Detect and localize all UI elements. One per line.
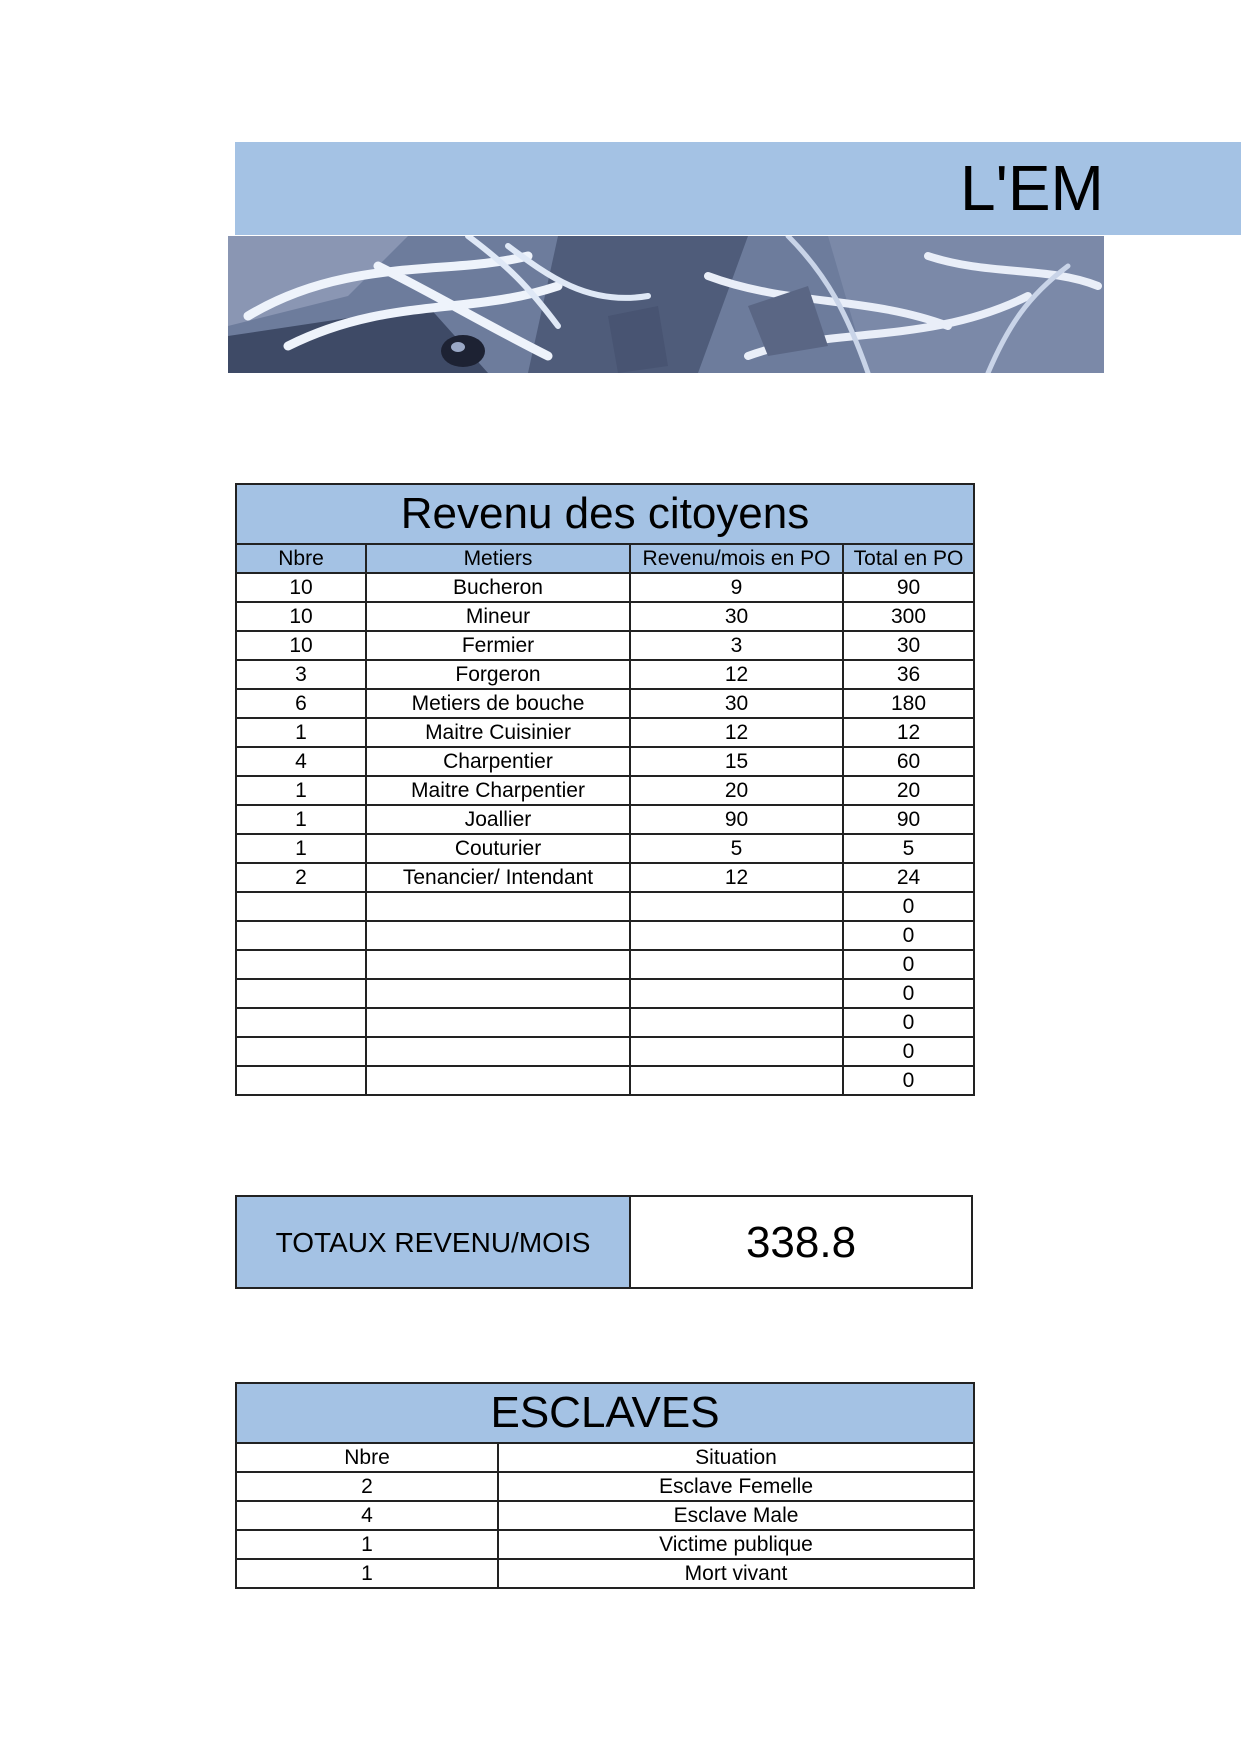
table-row xyxy=(236,1037,974,1066)
table-cell: 1 xyxy=(236,718,366,747)
table-cell: 90 xyxy=(630,805,843,834)
table-cell: 0 xyxy=(843,1037,974,1066)
table-cell: Maitre Cuisinier xyxy=(366,718,630,747)
revenu-table xyxy=(235,483,975,1096)
table-cell xyxy=(630,1008,843,1037)
table-cell: Bucheron xyxy=(366,573,630,602)
table-cell: 300 xyxy=(843,602,974,631)
table-cell xyxy=(366,1008,630,1037)
table-cell: 0 xyxy=(843,979,974,1008)
table-cell: 90 xyxy=(843,805,974,834)
table-cell xyxy=(236,950,366,979)
table-cell: 0 xyxy=(843,1008,974,1037)
esclaves-table-title: ESCLAVES xyxy=(236,1383,974,1443)
table-cell: 2 xyxy=(236,1472,498,1501)
table-cell xyxy=(236,892,366,921)
table-row xyxy=(236,573,974,602)
table-cell: 0 xyxy=(843,921,974,950)
table-row xyxy=(236,1559,974,1588)
revenu-table-header xyxy=(236,544,974,573)
table-row xyxy=(236,1008,974,1037)
table-cell: 10 xyxy=(236,631,366,660)
table-row xyxy=(236,892,974,921)
table-cell: 180 xyxy=(843,689,974,718)
table-cell: 36 xyxy=(843,660,974,689)
page-title: L'EM xyxy=(960,152,1104,224)
table-cell: Victime publique xyxy=(498,1530,974,1559)
table-row xyxy=(236,1501,974,1530)
table-cell: 9 xyxy=(630,573,843,602)
table-cell xyxy=(366,921,630,950)
table-cell xyxy=(236,1008,366,1037)
table-cell xyxy=(630,979,843,1008)
table-cell: 10 xyxy=(236,602,366,631)
table-cell: 3 xyxy=(630,631,843,660)
table-cell xyxy=(630,950,843,979)
table-cell: Fermier xyxy=(366,631,630,660)
table-cell xyxy=(630,921,843,950)
table-row xyxy=(236,747,974,776)
table-row xyxy=(236,834,974,863)
table-cell: 20 xyxy=(630,776,843,805)
table-row xyxy=(236,950,974,979)
table-row xyxy=(236,1066,974,1095)
table-cell: Forgeron xyxy=(366,660,630,689)
table-cell: 90 xyxy=(843,573,974,602)
table-row xyxy=(236,689,974,718)
table-row xyxy=(236,631,974,660)
table-cell: 0 xyxy=(843,1066,974,1095)
table-row xyxy=(236,805,974,834)
table-cell: Esclave Male xyxy=(498,1501,974,1530)
table-cell: 15 xyxy=(630,747,843,776)
table-cell: 12 xyxy=(630,660,843,689)
table-cell xyxy=(366,1066,630,1095)
table-cell: Mort vivant xyxy=(498,1559,974,1588)
table-cell xyxy=(630,892,843,921)
table-cell: Joallier xyxy=(366,805,630,834)
table-row xyxy=(236,921,974,950)
esclaves-table-header xyxy=(236,1443,974,1472)
table-cell: 4 xyxy=(236,747,366,776)
table-cell: 1 xyxy=(236,1559,498,1588)
table-cell: 1 xyxy=(236,805,366,834)
table-cell: 12 xyxy=(843,718,974,747)
table-cell: 12 xyxy=(630,718,843,747)
table-row xyxy=(236,602,974,631)
table-row xyxy=(236,776,974,805)
table-cell xyxy=(630,1037,843,1066)
totals-table xyxy=(235,1195,973,1289)
table-cell: 60 xyxy=(843,747,974,776)
table-cell xyxy=(236,1066,366,1095)
table-cell: 3 xyxy=(236,660,366,689)
table-cell: 0 xyxy=(843,950,974,979)
table-cell: 10 xyxy=(236,573,366,602)
revenu-table-title: Revenu des citoyens xyxy=(236,484,974,544)
table-cell: 1 xyxy=(236,834,366,863)
table-cell xyxy=(236,979,366,1008)
table-cell xyxy=(236,1037,366,1066)
table-cell xyxy=(366,1037,630,1066)
column-header: Total en PO xyxy=(843,544,974,573)
table-cell: 30 xyxy=(843,631,974,660)
table-cell xyxy=(366,892,630,921)
table-cell: 30 xyxy=(630,689,843,718)
table-cell: 1 xyxy=(236,776,366,805)
table-cell: 1 xyxy=(236,1530,498,1559)
table-cell xyxy=(366,950,630,979)
table-cell xyxy=(366,979,630,1008)
table-cell: 4 xyxy=(236,1501,498,1530)
table-cell: 6 xyxy=(236,689,366,718)
table-cell: 24 xyxy=(843,863,974,892)
table-cell: Esclave Femelle xyxy=(498,1472,974,1501)
esclaves-table xyxy=(235,1382,975,1589)
table-cell: 12 xyxy=(630,863,843,892)
table-row xyxy=(236,660,974,689)
table-row xyxy=(236,718,974,747)
table-row xyxy=(236,1530,974,1559)
table-cell: Couturier xyxy=(366,834,630,863)
table-cell: 30 xyxy=(630,602,843,631)
table-cell: Mineur xyxy=(366,602,630,631)
column-header: Revenu/mois en PO xyxy=(630,544,843,573)
column-header: Nbre xyxy=(236,1443,498,1472)
table-cell: 2 xyxy=(236,863,366,892)
totals-value: 338.8 xyxy=(630,1196,972,1288)
table-cell: Tenancier/ Intendant xyxy=(366,863,630,892)
totals-label: TOTAUX REVENU/MOIS xyxy=(236,1196,630,1288)
table-row xyxy=(236,863,974,892)
table-cell: Metiers de bouche xyxy=(366,689,630,718)
table-cell xyxy=(236,921,366,950)
table-cell: 5 xyxy=(843,834,974,863)
dragon-artwork-icon xyxy=(228,236,1104,373)
column-header: Nbre xyxy=(236,544,366,573)
table-row xyxy=(236,979,974,1008)
column-header: Metiers xyxy=(366,544,630,573)
table-cell: Maitre Charpentier xyxy=(366,776,630,805)
table-cell xyxy=(630,1066,843,1095)
table-cell: 20 xyxy=(843,776,974,805)
table-cell: 5 xyxy=(630,834,843,863)
table-cell: 0 xyxy=(843,892,974,921)
column-header: Situation xyxy=(498,1443,974,1472)
table-row xyxy=(236,1472,974,1501)
table-cell: Charpentier xyxy=(366,747,630,776)
